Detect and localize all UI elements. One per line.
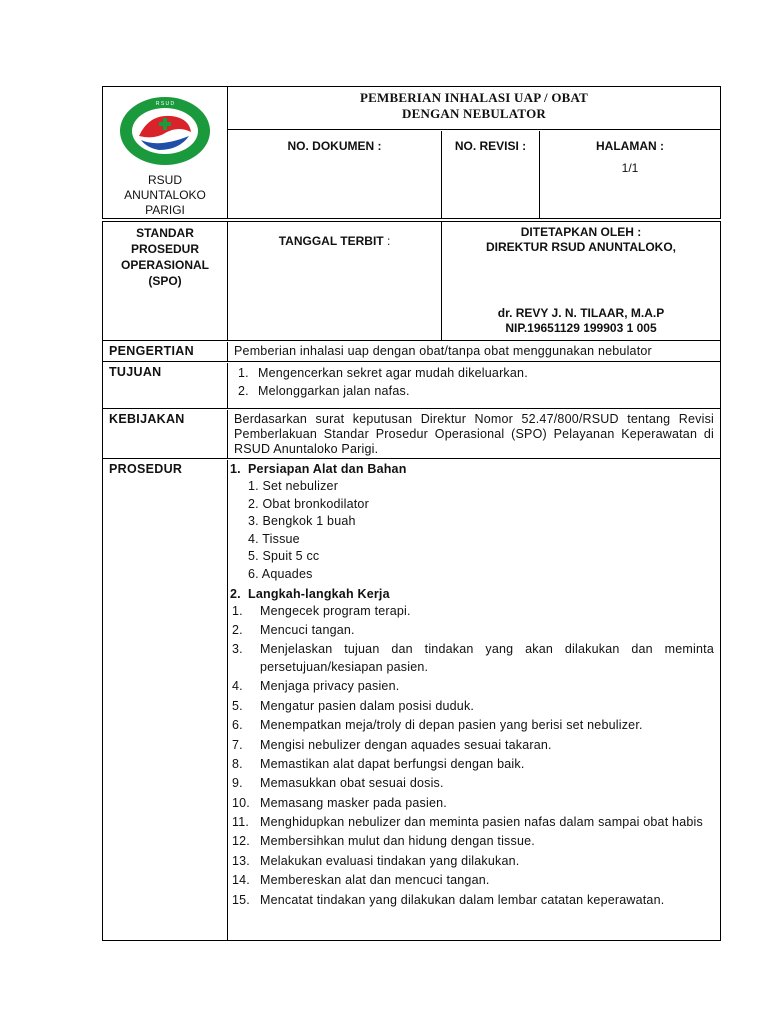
tujuan-label: TUJUAN [103,363,228,408]
procedure-step [230,775,714,793]
document-title-line1: PEMBERIAN INHALASI UAP / OBAT [359,90,589,105]
tujuan-list [238,365,714,400]
pengertian-label: PENGERTIAN [103,342,228,361]
document-number-cell [228,131,442,218]
issue-date-cell [228,222,442,340]
equipment-item: 6. Aquades [248,566,313,581]
equipment-item: 3. Bengkok 1 buah [248,514,356,529]
page-number-value: 1/1 [621,161,639,175]
procedure-step-number: 7. [232,737,243,752]
hospital-name-line2: ANUNTALOKO [124,188,206,202]
procedure-step-text: Membereskan alat dan mencuci tangan. [260,873,490,888]
spo-label-line1: STANDAR [136,226,194,240]
procedure-table [102,221,721,941]
procedure-step-number: 1. [232,603,243,618]
tujuan-row [103,363,720,409]
hospital-name-line3: PARIGI [145,203,185,217]
document-header [102,86,721,219]
tujuan-content [228,363,720,408]
tujuan-item [238,383,714,401]
section-langkah-number: 2. [230,586,241,601]
section-persiapan-title [230,460,714,478]
procedure-step-text: Mencuci tangan. [260,622,355,637]
page-number-label: HALAMAN : [596,139,664,153]
procedure-step-number: 3. [232,642,243,657]
equipment-list [230,478,714,584]
procedure-step-number: 10. [232,795,250,810]
document-title [228,87,720,130]
procedure-step-number: 4. [232,679,243,694]
pengertian-text: Pemberian inhalasi uap dengan obat/tanpa obat menggunakan nebulator [234,344,652,358]
spo-label-line4: (SPO) [148,274,182,288]
hospital-name [103,173,227,218]
procedure-step [230,756,714,774]
procedure-step [230,717,714,735]
procedure-step-text: Mengisi nebulizer dengan aquades sesuai takaran. [260,737,552,752]
page-number-cell [540,131,720,218]
kebijakan-row [103,410,720,459]
procedure-step-number: 2. [232,622,243,637]
svg-text:R S U D: R S U D [155,101,175,107]
procedure-step [230,678,714,696]
procedure-step-number: 8. [232,756,243,771]
section-persiapan-text: Persiapan Alat dan Bahan [248,462,407,476]
procedure-step [230,872,714,890]
procedure-step-text: Menjaga privacy pasien. [260,679,400,694]
procedure-step-text: Melakukan evaluasi tindakan yang dilakukan. [260,853,520,868]
issue-date-label: TANGGAL TERBIT [278,234,384,248]
procedure-step [230,622,714,640]
procedure-step [230,814,714,832]
hospital-logo-icon [119,96,211,166]
spo-row [103,222,720,341]
procedure-step-text: Menempatkan meja/troly di depan pasien yang berisi set nebulizer. [260,718,643,733]
director-name: dr. REVY J. N. TILAAR, M.A.P [497,306,665,320]
revision-number-label: NO. REVISI : [454,139,527,153]
procedure-step [230,641,714,676]
procedure-step [230,603,714,621]
procedure-step-number: 12. [232,834,250,849]
procedure-step-text: Mengecek program terapi. [260,603,411,618]
approval-label: DITETAPKAN OLEH : [520,225,642,239]
procedure-step-text: Mencatat tindakan yang dilakukan dalam lembar catatan keperawatan. [260,892,665,907]
equipment-item: 1. Set nebulizer [248,479,339,493]
tujuan-item [238,365,714,383]
approval-cell [442,222,720,340]
procedure-step [230,892,714,910]
tujuan-item-number: 1. [238,366,249,380]
section-langkah-text: Langkah-langkah Kerja [248,586,390,601]
procedure-step-text: Memastikan alat dapat berfungsi dengan baik. [260,756,525,771]
procedure-step [230,737,714,755]
kebijakan-label: KEBIJAKAN [103,410,228,458]
approval-title: DIREKTUR RSUD ANUNTALOKO, [486,240,676,254]
procedure-step-number: 15. [232,892,250,907]
director-nip: NIP.19651129 199903 1 005 [505,321,657,335]
procedure-step [230,698,714,716]
section-persiapan-number: 1. [230,462,241,476]
procedure-step-text: Memasang masker pada pasien. [260,795,447,810]
equipment-item: 5. Spuit 5 cc [248,549,320,564]
procedure-step-number: 9. [232,776,243,791]
kebijakan-text: Berdasarkan surat keputusan Direktur Nomor 52.47/800/RSUD tentang Revisi Pemberlakuan Standar Prosedur Operasional (SPO) Pelayanan Keperawatan di RSUD Anuntaloko Parigi. [234,412,714,456]
equipment-item: 4. Tissue [248,531,300,546]
procedure-step-text: Menghidupkan nebulizer dan meminta pasien nafas dalam sampai obat habis [260,815,703,830]
spo-label-line2: PROSEDUR [130,242,199,256]
procedure-step-text: Membersihkan mulut dan hidung dengan tissue. [260,834,535,849]
hospital-logo-cell [103,87,228,218]
tujuan-item-text: Melonggarkan jalan nafas. [258,383,410,398]
procedure-step-number: 6. [232,718,243,733]
tujuan-item-text: Mengencerkan sekret agar mudah dikeluarkan. [258,366,528,380]
procedure-step-number: 13. [232,853,250,868]
pengertian-row [103,342,720,362]
procedure-step [230,853,714,871]
procedure-step-number: 14. [232,873,250,888]
spo-label-line3: OPERASIONAL [120,258,209,272]
procedure-step-number: 5. [232,698,243,713]
issue-date-colon: : [383,234,391,248]
procedure-step-text: Mengatur pasien dalam posisi duduk. [260,698,475,713]
procedure-step-text: Menjelaskan tujuan dan tindakan yang akan dilakukan dan meminta persetujuan/kesiapan pasien. [260,642,714,674]
tujuan-item-number: 2. [238,383,249,398]
prosedur-label: PROSEDUR [103,460,228,940]
steps-list [230,603,714,910]
section-langkah-title [230,585,714,603]
procedure-step [230,795,714,813]
document-title-line2: DENGAN NEBULATOR [402,106,546,121]
procedure-step [230,833,714,851]
procedure-step-number: 11. [232,815,250,830]
spo-label [103,222,228,340]
prosedur-content [228,460,720,940]
hospital-name-line1: RSUD [147,173,182,187]
equipment-item: 2. Obat bronkodilator [248,496,369,511]
prosedur-row [103,460,720,940]
procedure-step-text: Memasukkan obat sesuai dosis. [260,776,444,791]
document-number-label: NO. DOKUMEN : [287,139,382,153]
revision-number-cell [442,131,540,218]
